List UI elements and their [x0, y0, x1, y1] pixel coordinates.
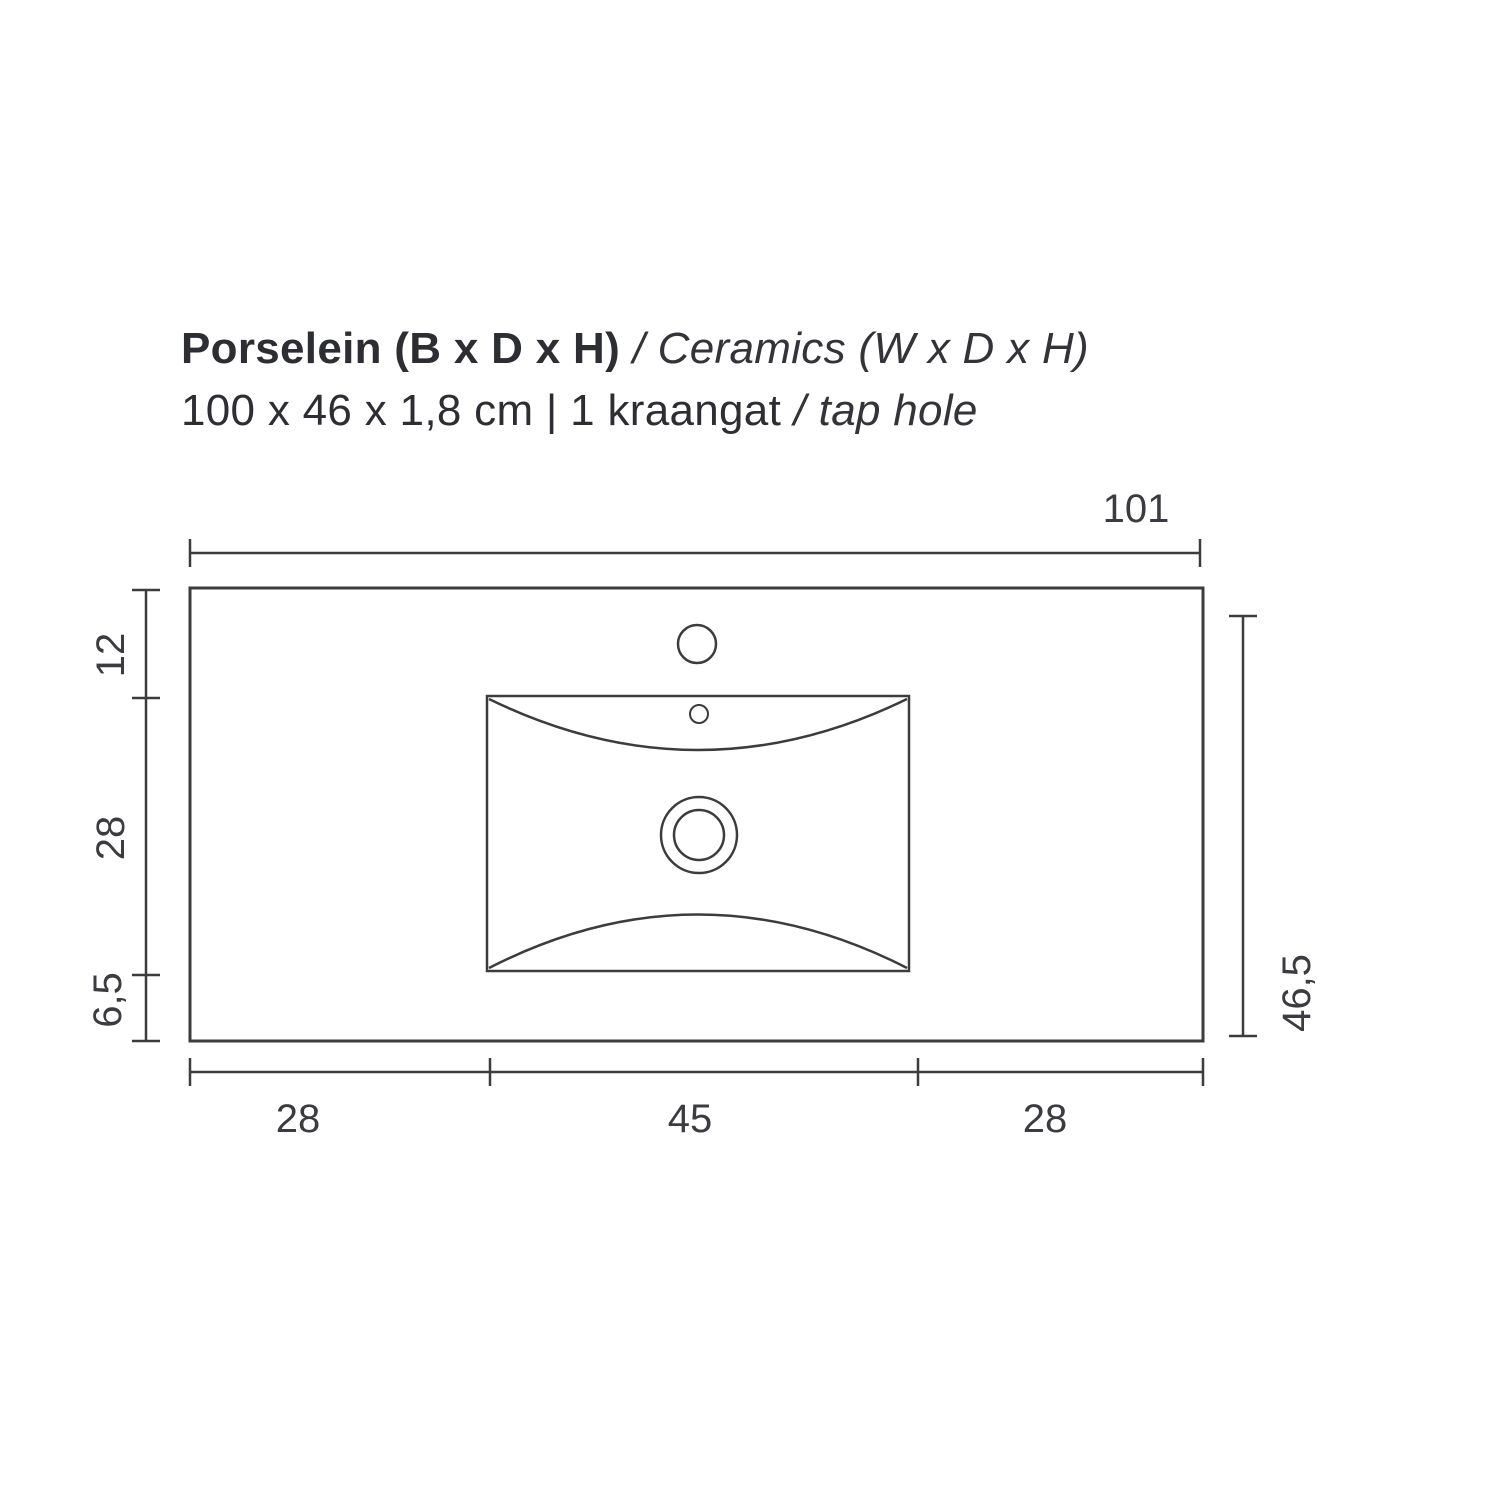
dim-label-depth-top: 12 — [89, 632, 133, 678]
dimension-depth-segments — [86, 590, 160, 1041]
title-line2-regular: 100 x 46 x 1,8 cm | 1 kraangat — [181, 386, 782, 435]
title-line1-italic: / Ceramics (W x D x H) — [620, 324, 1089, 373]
title-line2-italic: / tap hole — [781, 386, 978, 435]
dim-label-width-basin: 45 — [667, 1097, 713, 1141]
dim-label-width-right: 28 — [1022, 1097, 1068, 1141]
title-line1-bold: Porselein (B x D x H) — [181, 324, 621, 373]
dim-label-width-left: 28 — [275, 1097, 321, 1141]
dim-label-depth-total: 46,5 — [1275, 954, 1319, 1032]
dim-label-width-total: 101 — [1102, 487, 1170, 531]
dim-label-depth-front: 6,5 — [86, 972, 130, 1028]
dimension-width-total — [190, 487, 1200, 567]
dim-label-depth-basin: 28 — [89, 815, 133, 861]
dimension-width-segments — [190, 1058, 1203, 1141]
dimension-depth-total — [1229, 616, 1319, 1036]
countertop-outline — [190, 588, 1203, 1041]
